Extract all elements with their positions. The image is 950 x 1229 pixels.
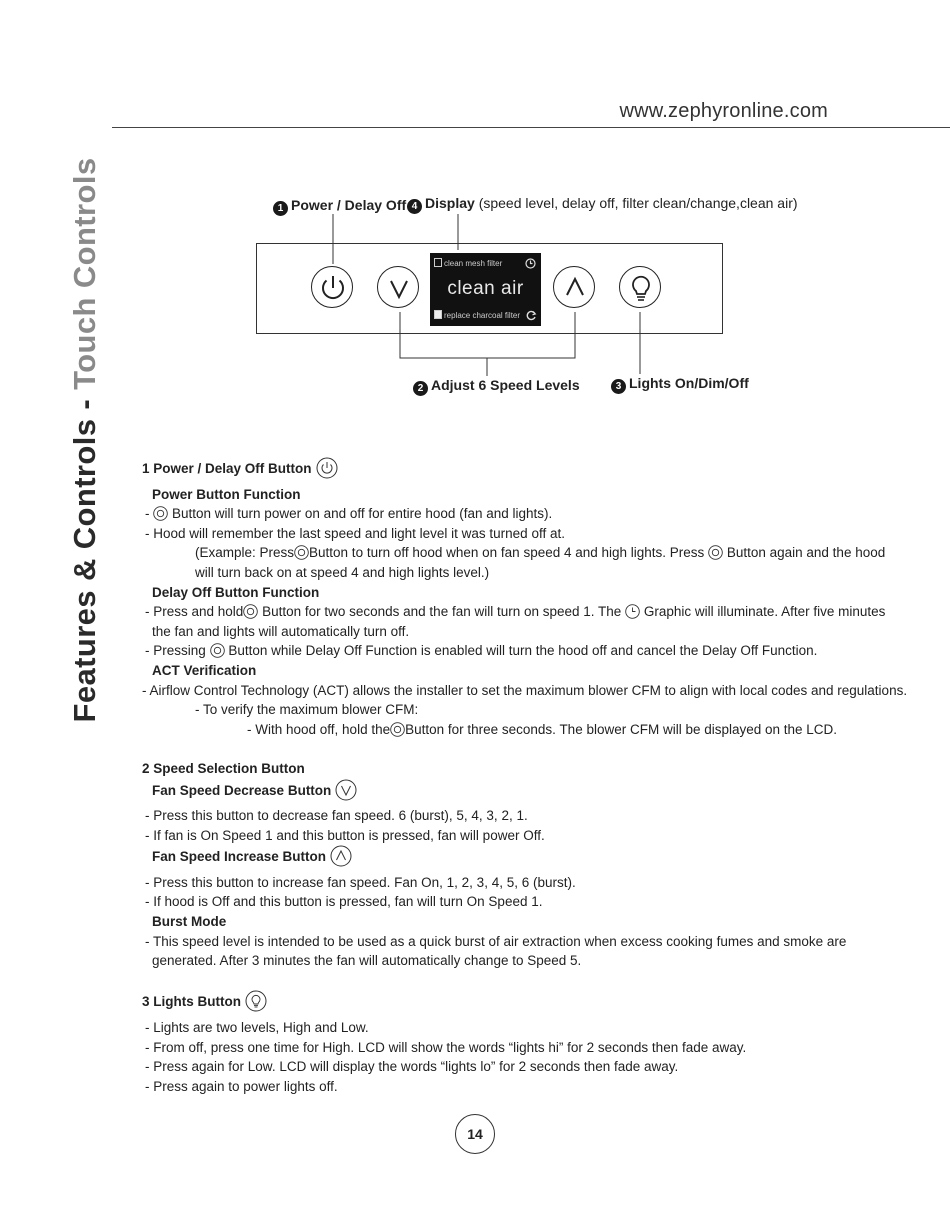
speed-increase-button[interactable]: [553, 266, 595, 308]
section-2-heading: 2 Speed Selection Button: [142, 760, 305, 776]
website-url: www.zephyronline.com: [619, 100, 828, 122]
chevron-down-icon: [378, 267, 420, 309]
sub-text: Fan Speed Increase Button: [152, 849, 327, 865]
section-1-sub-delay: Delay Off Button Function: [152, 584, 320, 600]
side-title-sub: Touch Controls: [67, 157, 102, 390]
label-text: Power / Delay Off: [291, 197, 407, 213]
lights-button[interactable]: [619, 266, 661, 308]
text-line: generated. After 3 minutes the fan will automatically change to Speed 5.: [152, 953, 582, 969]
number-badge: 2: [413, 381, 428, 396]
clock-icon: [525, 258, 536, 269]
lcd-top-text: clean mesh filter: [444, 259, 503, 268]
lightbulb-icon: [620, 267, 662, 309]
speed-decrease-button[interactable]: [377, 266, 419, 308]
section-2-sub-increase: [142, 845, 862, 873]
clock-icon: [625, 604, 640, 619]
lcd-top-row: [434, 258, 502, 268]
lcd-bottom-text: replace charcoal filter: [444, 311, 521, 320]
control-panel-diagram: [0, 0, 950, 420]
sub-text: Fan Speed Decrease Button: [152, 782, 332, 798]
text-line: - If fan is On Speed 1 and this button is pressed, fan will power Off.: [145, 827, 545, 843]
number-badge: 3: [611, 379, 626, 394]
line-text: - Press and hold: [145, 604, 244, 620]
label-display: [407, 195, 798, 214]
line-text: Graphic will illuminate. After five minutes: [643, 604, 886, 620]
label-desc: (speed level, delay off, filter clean/change,clean air): [474, 195, 798, 211]
line-text: Button for two seconds and the fan will turn on speed 1. The: [262, 604, 622, 620]
line-text: - With hood off, hold the: [247, 721, 391, 737]
power-button-icon: [390, 722, 405, 737]
text-line: the fan and lights will automatically turn off.: [152, 623, 410, 639]
lcd-bottom-row: [434, 310, 520, 320]
line-text: Button for three seconds. The blower CFM will be displayed on the LCD.: [405, 721, 838, 737]
heading-text: 3 Lights Button: [142, 994, 241, 1010]
power-button-icon: [294, 545, 309, 560]
section-2-sub-burst: Burst Mode: [152, 914, 227, 930]
power-icon: [316, 457, 338, 485]
power-button-icon: [210, 643, 225, 658]
line-text: Button will turn power on and off for entire hood (fan and lights).: [172, 506, 553, 522]
instructions: [142, 457, 908, 1096]
power-button-icon: [243, 604, 258, 619]
text-line: - Airflow Control Technology (ACT) allows the installer to set the maximum blower CFM to align with local codes and regulations.: [142, 682, 908, 698]
text-line: [142, 543, 886, 563]
section-1-sub-act: ACT Verification: [152, 662, 257, 678]
lcd-main-text: clean air: [447, 278, 524, 299]
power-button-icon: [153, 506, 168, 521]
chevron-up-icon: [554, 267, 596, 309]
section-1-sub-power: Power Button Function: [152, 486, 301, 502]
text-line: - Press this button to increase fan speed. Fan On, 1, 2, 3, 4, 5, 6 (burst).: [145, 874, 576, 890]
section-2-sub-decrease: [142, 779, 862, 807]
text-line: [142, 641, 862, 661]
text-line: [142, 602, 886, 622]
section-1-heading: [142, 457, 862, 485]
lcd-display: [430, 253, 541, 326]
text-line: will turn back on at speed 4 and high lights level.): [195, 564, 490, 580]
line-text: Button while Delay Off Function is enabled will turn the hood off and cancel the Delay Off Function.: [228, 643, 818, 659]
line-text: - Pressing: [145, 643, 206, 659]
label-text: Adjust 6 Speed Levels: [431, 377, 580, 393]
side-title-main: Features & Controls: [67, 418, 102, 723]
power-icon: [312, 267, 354, 309]
line-text: (Example: Press: [195, 545, 295, 561]
label-power-delay-off: [273, 197, 406, 216]
label-text: Display: [425, 195, 475, 211]
text-line: - Lights are two levels, High and Low.: [145, 1020, 369, 1036]
label-lights: [611, 375, 749, 394]
text-line: - If hood is Off and this button is pressed, fan will turn On Speed 1.: [145, 894, 543, 910]
power-button-icon: [708, 545, 723, 560]
text-line: - Press again for Low. LCD will display the words “lights lo” for 2 seconds then fade away.: [145, 1059, 679, 1075]
text-line: - From off, press one time for High. LCD will show the words “lights hi” for 2 seconds then fade away.: [145, 1039, 747, 1055]
side-title-separator: -: [67, 389, 102, 419]
lightbulb-icon: [245, 990, 267, 1018]
text-line: - Hood will remember the last speed and light level it was turned off at.: [145, 525, 565, 541]
filter-icon: [434, 258, 442, 267]
line-text: Button to turn off hood when on fan speed 4 and high lights. Press: [309, 545, 705, 561]
charcoal-filter-icon: [434, 310, 442, 319]
power-button[interactable]: [311, 266, 353, 308]
text-line: - Button will turn power on and off for entire hood (fan and lights).: [145, 506, 553, 522]
section-3-heading: [142, 990, 862, 1018]
text-line: [142, 720, 862, 740]
text-line: - This speed level is intended to be used as a quick burst of air extraction when excess cooking fumes and smoke are: [145, 933, 847, 949]
chevron-down-icon: [335, 779, 357, 807]
label-text: Lights On/Dim/Off: [629, 375, 749, 391]
line-text: Button again and the hood: [726, 545, 886, 561]
number-badge: 4: [407, 199, 422, 214]
text-line: - To verify the maximum blower CFM:: [195, 702, 419, 718]
number-badge: 1: [273, 201, 288, 216]
text-line: - Press again to power lights off.: [145, 1078, 338, 1094]
label-speed-levels: [413, 377, 580, 396]
heading-text: 1 Power / Delay Off Button: [142, 461, 312, 476]
page-number: 14: [455, 1114, 495, 1154]
chevron-up-icon: [330, 845, 352, 873]
text-line: - Press this button to decrease fan speed. 6 (burst), 5, 4, 3, 2, 1.: [145, 808, 528, 824]
refresh-icon: [526, 310, 537, 321]
